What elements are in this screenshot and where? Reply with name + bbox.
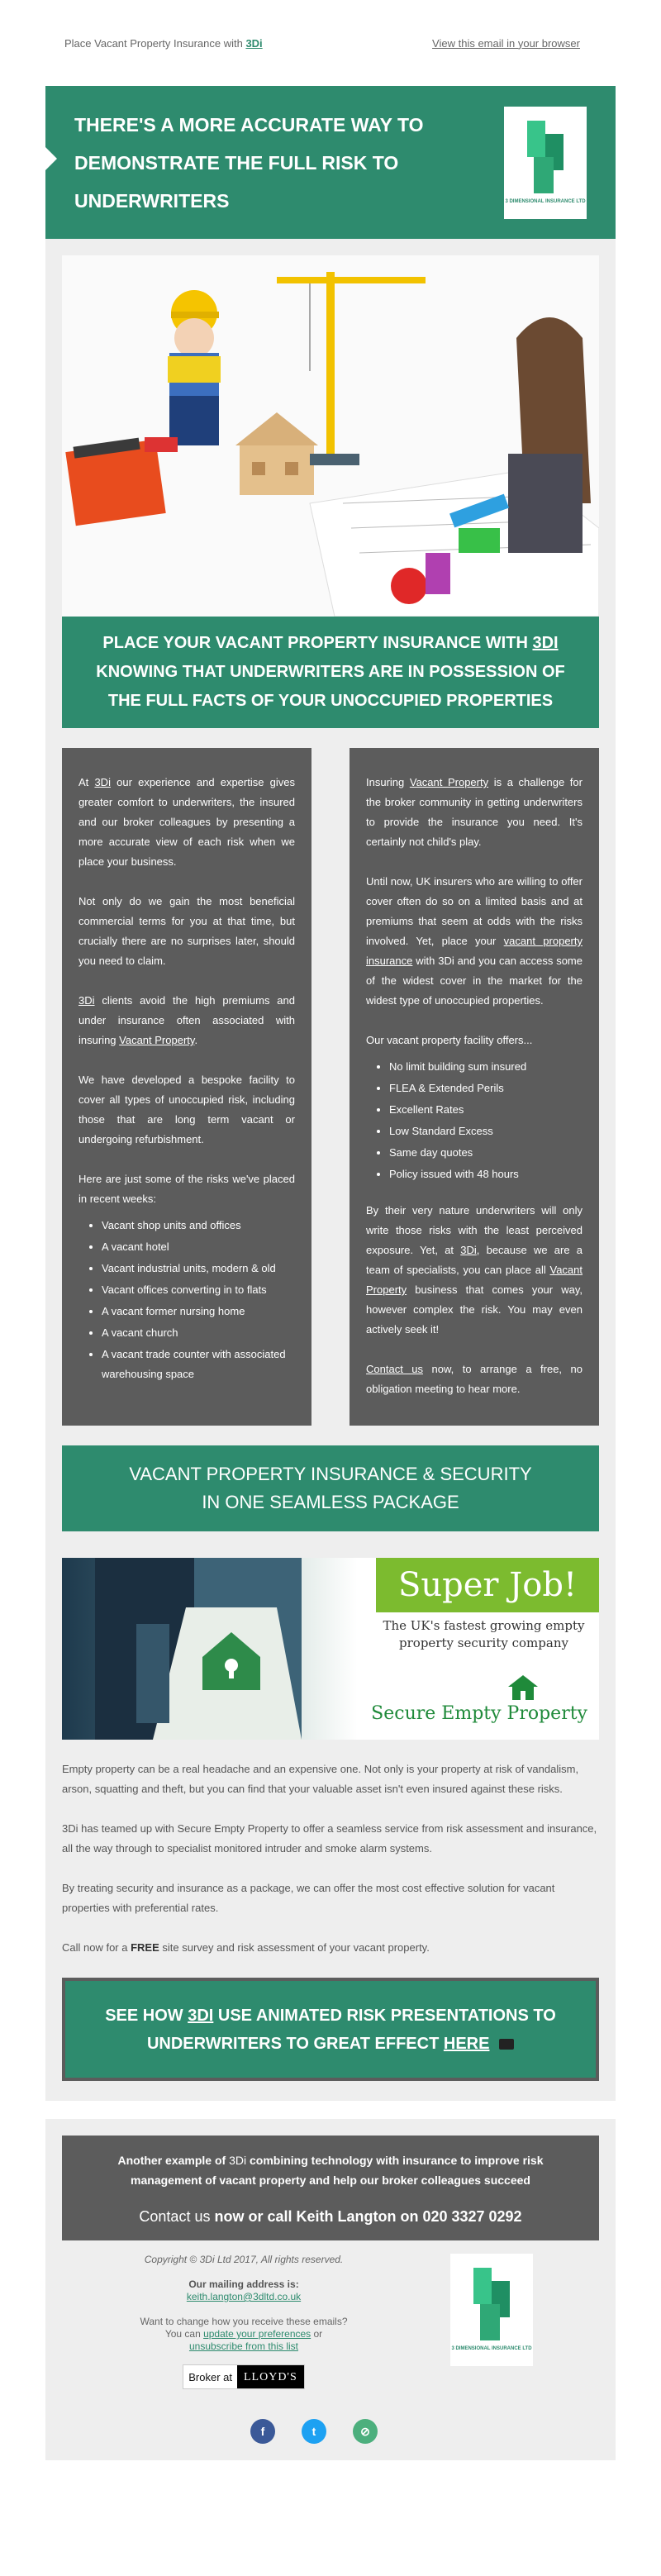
copyright: Copyright © 3Di Ltd 2017, All rights reserved. xyxy=(144,2254,344,2265)
risks-list xyxy=(102,1216,295,1384)
list-item: • Low Standard Excess xyxy=(389,1121,583,1141)
intro-banner-brand-link[interactable]: 3DI xyxy=(532,634,559,652)
vacant-property-link-3[interactable]: Vacant Property xyxy=(366,1264,583,1296)
list-item: • Vacant industrial units, modern & old xyxy=(102,1259,295,1278)
header xyxy=(45,86,616,239)
left-paragraph-3: 3Di clients avoid the high premiums and under insurance often associated with insuring Vacant Property. xyxy=(78,994,295,1046)
right-paragraph-4: By their very nature underwriters will only write those risks with the least perceived exposure. Yet, at 3Di, because we are a team of specialists, you can place all Vacant Property business that comes your way, however complex the risk. You may even actively seek it! xyxy=(366,1204,583,1336)
unsubscribe-link[interactable]: unsubscribe from this list xyxy=(188,2340,299,2352)
right-paragraph-5: Contact us now, to arrange a free, no obligation meeting to hear more. xyxy=(366,1363,583,1395)
cta-here-link[interactable]: HERE xyxy=(443,2034,490,2053)
twitter-icon[interactable]: t xyxy=(302,2419,326,2444)
security-heading-line-2: IN ONE SEAMLESS PACKAGE xyxy=(202,1492,459,1512)
left-brand-link-1[interactable]: 3Di xyxy=(94,776,111,788)
two-column-section xyxy=(62,728,599,1426)
right-column xyxy=(350,748,599,1426)
footer-details xyxy=(62,2254,450,2389)
facebook-icon[interactable]: f xyxy=(250,2419,275,2444)
lloyds-badge xyxy=(183,2364,305,2389)
right-brand-link[interactable]: 3Di xyxy=(460,1244,477,1256)
logo-cubes-icon xyxy=(470,2268,513,2340)
body-paragraph-1: Empty property can be a real headache and an expensive one. Not only is your property at risk of vandalism, arson, squatting and theft, but you can find that your valuable asset isn't even insured against these risks. xyxy=(62,1763,579,1795)
list-item: • A vacant former nursing home xyxy=(102,1302,295,1321)
footer-brand-link[interactable]: 3Di xyxy=(229,2154,247,2167)
free-label: FREE xyxy=(131,1941,159,1954)
cta-brand-link[interactable]: 3DI xyxy=(188,2006,214,2025)
right-paragraph-2: Until now, UK insurers who are willing to offer cover often do so on a limited basis and at premiums that seem at odds with the risks involved. Yet, place your vacant property insurance with 3Di and you can access some of the widest cover in the market for the widest type of unoccupied properties. xyxy=(366,875,583,1007)
cta-line-1: SEE HOW 3DI USE ANIMATED RISK PRESENTATIONS TO xyxy=(105,2006,556,2025)
list-item: • Same day quotes xyxy=(389,1143,583,1163)
view-in-browser-link[interactable]: View this email in your browser xyxy=(432,36,580,50)
change-prefs-question: Want to change how you receive these emails? xyxy=(140,2316,348,2327)
list-item: • Policy issued with 48 hours xyxy=(389,1164,583,1184)
list-item: • A vacant church xyxy=(102,1323,295,1343)
children-building-house-photo-icon xyxy=(62,255,599,617)
broker-at-label: Broker at xyxy=(188,2370,232,2383)
animated-presentations-cta xyxy=(62,1978,599,2081)
super-job-badge: Super Job! xyxy=(376,1558,599,1612)
list-item: • Excellent Rates xyxy=(389,1100,583,1120)
security-heading xyxy=(62,1445,599,1531)
website-icon[interactable]: ⊘ xyxy=(353,2419,378,2444)
film-icon[interactable] xyxy=(499,2039,514,2050)
body-paragraph-4: Call now for a FREE site survey and risk assessment of your vacant property. xyxy=(62,1941,430,1954)
logo-cubes-icon xyxy=(524,121,567,193)
footer-info xyxy=(62,2254,599,2389)
list-item: • No limit building sum insured xyxy=(389,1057,583,1077)
left-paragraph-1: At 3Di our experience and expertise gives greater comfort to underwriters, the insured and our broker colleagues by presenting a more accurate view of each risk when we place your business. xyxy=(78,776,295,868)
footer-tagline: Another example of 3Di combining technology with insurance to improve risk management of vacant property and help our broker colleagues succeed xyxy=(117,2154,544,2187)
left-paragraph-4: We have developed a bespoke facility to cover all types of unoccupied risk, including those that are long term vacant or undergoing refurbishment. xyxy=(78,1074,295,1145)
logo[interactable] xyxy=(504,107,587,219)
social-links xyxy=(45,2419,616,2444)
list-item: • Vacant shop units and offices xyxy=(102,1216,295,1236)
right-paragraph-1: Insuring Vacant Property is a challenge for the broker community in getting underwriters to provide the insurance you need. It's certainly not child's play. xyxy=(366,776,583,848)
contact-us-link[interactable]: Contact us xyxy=(366,1363,424,1375)
email-link[interactable]: keith.langton@3dltd.co.uk xyxy=(186,2291,302,2302)
footer-logo-text: 3 DIMENSIONAL INSURANCE LTD xyxy=(451,2346,532,2351)
intro-banner-text-a: PLACE YOUR VACANT PROPERTY INSURANCE WITH xyxy=(102,634,533,652)
right-paragraph-3: Our vacant property facility offers... xyxy=(366,1034,533,1046)
banner-tagline: The UK's fastest growing empty property security company xyxy=(383,1618,585,1650)
header-title: THERE'S A MORE ACCURATE WAY TO DEMONSTRATE THE FULL RISK TO UNDERWRITERS xyxy=(74,113,424,212)
lloyds-label: LLOYD'S xyxy=(237,2365,304,2388)
company-name: Secure Empty Property xyxy=(371,1703,587,1724)
vacant-property-link-2[interactable]: Vacant Property xyxy=(409,776,489,788)
vacant-property-link-1[interactable]: Vacant Property xyxy=(119,1034,195,1046)
vacant-property-insurance-link[interactable]: vacant property insurance xyxy=(366,935,583,967)
footer-contact-panel xyxy=(62,2136,599,2240)
list-item: • FLEA & Extended Perils xyxy=(389,1078,583,1098)
mailing-address-title: Our mailing address is: xyxy=(188,2278,299,2290)
header-notch xyxy=(45,147,57,170)
house-icon xyxy=(506,1674,540,1702)
footer-contact-line: Contact us now or call Keith Langton on 020 3327 0292 xyxy=(139,2208,522,2225)
main-content xyxy=(45,86,616,2101)
footer xyxy=(45,2119,616,2460)
superhero-shirt-icon xyxy=(62,1558,359,1740)
offers-list xyxy=(389,1057,583,1184)
intro-banner xyxy=(62,617,599,728)
cta-line-2: UNDERWRITERS TO GREAT EFFECT HERE xyxy=(147,2030,514,2058)
secure-empty-property-banner[interactable] xyxy=(62,1558,599,1740)
left-paragraph-2: Not only do we gain the most beneficial commercial terms for you at that time, but crucially there are no surprises later, should you need to claim. xyxy=(78,895,295,967)
update-preferences-link[interactable]: update your preferences xyxy=(203,2328,311,2340)
preheader-text: Place Vacant Property Insurance with 3Di xyxy=(64,36,263,50)
footer-contact-us-link[interactable]: Contact us xyxy=(139,2208,211,2225)
left-paragraph-5: Here are just some of the risks we've placed in recent weeks: xyxy=(78,1173,295,1205)
logo-text: 3 DIMENSIONAL INSURANCE LTD xyxy=(505,198,586,204)
body-text xyxy=(62,1759,599,1958)
security-heading-line-1: VACANT PROPERTY INSURANCE & SECURITY xyxy=(129,1464,532,1484)
footer-logo[interactable] xyxy=(450,2254,533,2366)
left-brand-link-2[interactable]: 3Di xyxy=(78,994,95,1007)
body-paragraph-2: 3Di has teamed up with Secure Empty Property to offer a seamless service from risk assessment and insurance, all the way through to specialist monitored intruder and smoke alarm systems. xyxy=(62,1822,597,1855)
hero-image xyxy=(62,255,599,617)
change-prefs-line: You can update your preferences or xyxy=(164,2328,323,2340)
preheader-brand-link[interactable]: 3Di xyxy=(245,36,263,50)
left-column xyxy=(62,748,311,1426)
list-item: • A vacant trade counter with associated warehousing space xyxy=(102,1345,295,1384)
preheader xyxy=(0,0,661,86)
body-paragraph-3: By treating security and insurance as a package, we can offer the most cost effective solution for vacant properties with preferential rates. xyxy=(62,1882,555,1914)
intro-banner-text-b: KNOWING THAT UNDERWRITERS ARE IN POSSESSION OF THE FULL FACTS OF YOUR UNOCCUPIED PROPERTIES xyxy=(96,663,565,710)
list-item: • Vacant offices converting in to flats xyxy=(102,1280,295,1300)
list-item: • A vacant hotel xyxy=(102,1237,295,1257)
